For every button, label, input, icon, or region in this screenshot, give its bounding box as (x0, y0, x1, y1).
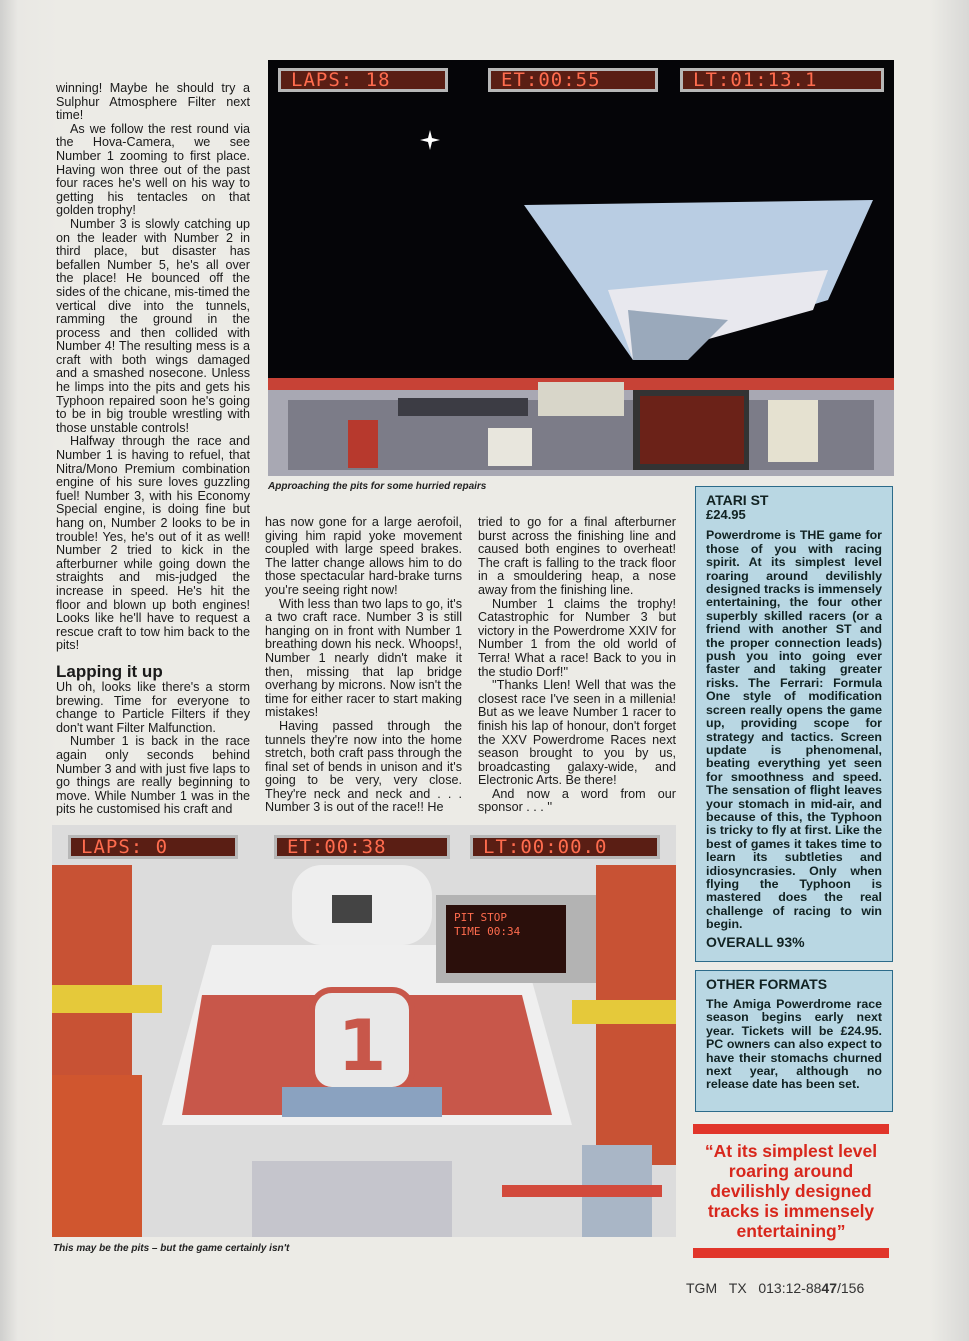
review-box-atari-st (695, 486, 893, 962)
hud-lap-time: LT:01:13.1 (680, 68, 884, 92)
section-code: TX (728, 1280, 747, 1296)
page-footer (686, 1280, 864, 1296)
hud-lap-time: LT:00:00.0 (470, 835, 660, 859)
screenshot-cockpit (268, 60, 894, 476)
screenshot-pit-stop (52, 825, 676, 1237)
other-formats-body: The Amiga Powerdrome race season begins early next year. Tickets will be £24.95. PC owners can also expect to have their stomachs churned next year, although no release date has been set. (706, 997, 882, 1092)
pit-stop-label: PIT STOP (454, 911, 507, 924)
caption-top-screenshot: Approaching the pits for some hurried repairs (268, 481, 487, 492)
hud-laps: LAPS: 18 (278, 68, 448, 92)
page-total: /156 (836, 1280, 865, 1296)
review-title: ATARI ST (706, 492, 769, 508)
magazine-name: TGM (686, 1280, 718, 1296)
other-formats-box (695, 970, 893, 1112)
pull-quote: “At its simplest level roaring around devilishly designed tracks is immensely entertaining” (704, 1141, 878, 1241)
article-column-3 (478, 516, 676, 815)
pit-scene (52, 825, 676, 1237)
review-price: £24.95 (706, 507, 746, 522)
paragraph: has now gone for a large aerofoil, giving him rapid yoke movement coupled with large speed brakes. The latter change allows him to do those spectacular hard-brake turns you're seeing right now! (265, 515, 462, 597)
hud-elapsed-time: ET:00:55 (488, 68, 658, 92)
paragraph: Having passed through the tunnels they're now into the home stretch, both craft pass through the final set of bends in unison and it's going to be very, very close. They're neck and neck and . . . Number 3 is out of the race!! He (265, 718, 462, 815)
page-number: 47 (821, 1280, 837, 1296)
paragraph: winning! Maybe he should try a Sulphur Atmosphere Filter next time! (56, 81, 250, 123)
pit-stop-time: TIME 00:34 (454, 925, 521, 938)
paragraph: ''Thanks Llen! Well that was the closest race I've seen in a millenia! But as we leave Number 1 racer to finish his lap of honour, don't forget the XXV Powerdrome Races next season brought to you by us, broadcasting galaxy-wide, and Electronic Arts. Be there! (478, 678, 676, 788)
issue-number: 013:12-88 (758, 1280, 822, 1296)
quote-bar-bottom (693, 1248, 889, 1258)
review-body: Powerdrome is THE game for those of you with racing spirit. At its simplest level roaring around devilishly designed tracks is immensely entertaining, the four other superbly skilled racers (or a friend with another ST and the proper connection leads) push you into going ever faster and taking greater risks. The Ferrari: Formula One style of modification screen really opens the game up, providing scope for strategy and tactics. Screen update is phenomenal, beating everything yet seen for smoothness and speed. The sensation of flight leaves your stomach in mid-air, and because of this, the Typhoon is tricky to fly at first. Like the best of games it takes time to learn its subtleties and idiosyncrasies. Only when flying the Typhoon is mastered does the real challenge of racing to win begin. (706, 528, 882, 932)
quote-bar-top (693, 1124, 889, 1134)
paragraph: Halfway through the race and Number 1 is having to refuel, that Nitra/Mono Premium combination engine of his sure loves guzzling fuel! Number 3, with his Economy Special engine, is doing fine but hang on, Number 2 looks to be in trouble! Yes, he's out of it as well! Number 2 tried to kick in the afterburner while going down the straights and mis-judged the increase in speed. He's hit the floor and blown up both engines! Looks like he'll have to request a rescue craft to tow him back to the pits! (56, 434, 250, 653)
paragraph: Number 3 is slowly catching up on the leader with Number 2 in third place, but disaster has befallen Number 5, he's all over the place! He bounced off the sides of the chicane, mis-timed the vertical dive into the tunnels, ramming the ground in the process and then collided with Number 4! The resulting mess is a craft with both wings damaged and a smashed nosecone. Unless he limps into the pits and gets his Typhoon repaired soon he's going to be in big trouble wrestling with those unstable controls! (56, 216, 250, 435)
article-column-1 (56, 82, 250, 817)
cockpit-scene (268, 60, 894, 476)
hud-elapsed-time: ET:00:38 (274, 835, 450, 859)
subheading: Lapping it up (56, 661, 163, 681)
car-number: 1 (337, 1005, 387, 1087)
caption-bottom-screenshot: This may be the pits – but the game certainly isn't (53, 1243, 290, 1254)
paragraph: As we follow the rest round via the Hova-Camera, we see Number 1 zooming to first place. Having won three out of the past four races he's well on his way to getting his tentacles on that golden trophy! (56, 121, 250, 218)
other-formats-title: OTHER FORMATS (706, 976, 828, 992)
paragraph: tried to go for a final afterburner burst across the finishing line and caused both engines to overheat! The craft is falling to the track floor in a smouldering heap, a nose away from the finishing line. (478, 515, 676, 597)
overall-score: OVERALL 93% (706, 933, 805, 950)
paragraph: With less than two laps to go, it's a two craft race. Number 3 is still hanging on in front with Number 1 breathing down his neck. Whoops!, Number 1 nearly didn't make it then, missing that lap bridge overhang by microns. Now isn't the time for either racer to start making mistakes! (265, 596, 462, 720)
paragraph: And now a word from our sponsor . . . '' (478, 786, 676, 815)
hud-laps: LAPS: 0 (68, 835, 238, 859)
paragraph: Uh oh, looks like there's a storm brewing. Time for everyone to change to Particle Filters if they don't want Filter Malfunction. (56, 679, 250, 735)
paragraph: Number 1 is back in the race again only seconds behind Number 3 and with just five laps to go things are really beginning to move. While Number 1 was in the pits he customised his craft and (56, 734, 250, 817)
paragraph: Number 1 claims the trophy! Catastrophic for Number 3 but victory in the Powerdrome XXIV for Number 1 from the old world of Terra! What a race! Back to you in the studio Dorf!'' (478, 596, 676, 679)
article-column-2 (265, 516, 462, 815)
